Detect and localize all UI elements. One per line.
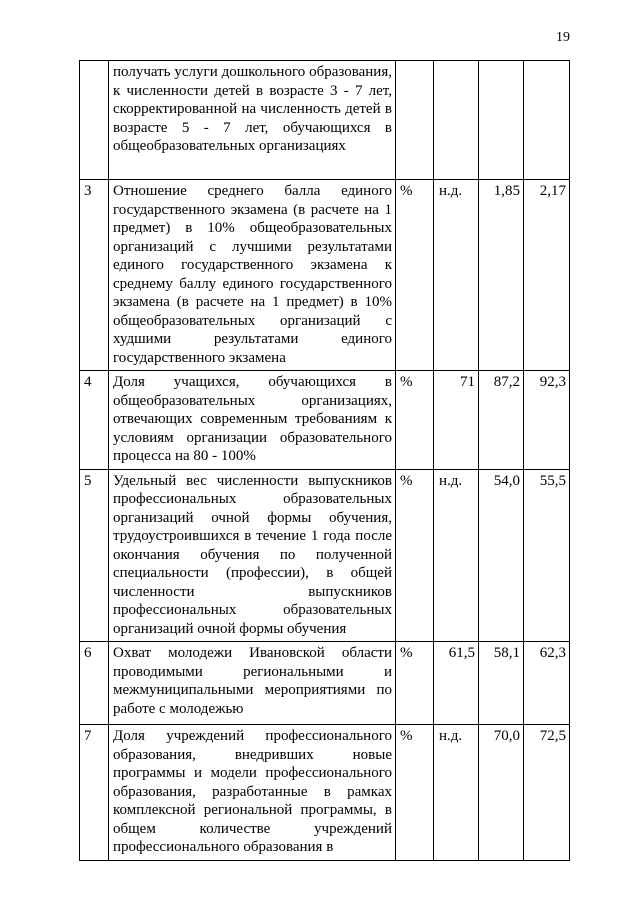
indicator-name-cell: Доля учащихся, обучающихся в общеобразовательных организациях, отвечающих современным требованиям к условиям организации образовательного процесса на 80 - 100% bbox=[109, 371, 396, 470]
value-cell-3: 72,5 bbox=[524, 725, 570, 861]
value-cell-2: 87,2 bbox=[479, 371, 524, 470]
value-cell-2: 1,85 bbox=[479, 180, 524, 371]
unit-cell: % bbox=[396, 725, 434, 861]
value-cell-2: 70,0 bbox=[479, 725, 524, 861]
indicator-name-cell: Доля учреждений профессионального образования, внедривших новые программы и модели профессионального образования, разработанные в рамках комплексной региональной программы, в общем количестве учреждений профессионального образования в bbox=[109, 725, 396, 861]
table-row bbox=[80, 642, 570, 725]
row-number-cell bbox=[80, 61, 109, 180]
row-number-cell: 7 bbox=[80, 725, 109, 861]
table-row bbox=[80, 469, 570, 642]
row-number-cell: 3 bbox=[80, 180, 109, 371]
value-cell-1: н.д. bbox=[434, 725, 479, 861]
value-cell-1: 71 bbox=[434, 371, 479, 470]
table-row bbox=[80, 725, 570, 861]
unit-cell: % bbox=[396, 180, 434, 371]
unit-cell: % bbox=[396, 371, 434, 470]
row-number-cell: 5 bbox=[80, 469, 109, 642]
value-cell-1: н.д. bbox=[434, 180, 479, 371]
indicators-table bbox=[79, 60, 570, 861]
value-cell-3 bbox=[524, 61, 570, 180]
row-number-cell: 6 bbox=[80, 642, 109, 725]
value-cell-3: 92,3 bbox=[524, 371, 570, 470]
unit-cell: % bbox=[396, 469, 434, 642]
unit-cell: % bbox=[396, 642, 434, 725]
indicator-name-cell: Удельный вес численности выпускников профессиональных образовательных организаций очной формы обучения, трудоустроившихся в течение 1 года после окончания обучения по полученной специальности (профессии), в общей численности выпускников профессиональных образовательных организаций очной формы обучения bbox=[109, 469, 396, 642]
indicator-name-cell: Отношение среднего балла единого государственного экзамена (в расчете на 1 предмет) в 10% общеобразовательных организаций с лучшими результатами единого государственного экзамена к среднему баллу единого государственного экзамена (в расчете на 1 предмет) в 10% общеобразовательных организаций с худшими результатами единого государственного экзамена bbox=[109, 180, 396, 371]
value-cell-3: 62,3 bbox=[524, 642, 570, 725]
value-cell-3: 2,17 bbox=[524, 180, 570, 371]
table-row bbox=[80, 61, 570, 180]
value-cell-2 bbox=[479, 61, 524, 180]
page-number: 19 bbox=[556, 30, 570, 45]
indicator-name-cell: Охват молодежи Ивановской области проводимыми региональными и межмуниципальными мероприятиями по работе с молодежью bbox=[109, 642, 396, 725]
value-cell-2: 54,0 bbox=[479, 469, 524, 642]
value-cell-2: 58,1 bbox=[479, 642, 524, 725]
table-row bbox=[80, 180, 570, 371]
unit-cell bbox=[396, 61, 434, 180]
value-cell-1: н.д. bbox=[434, 469, 479, 642]
row-number-cell: 4 bbox=[80, 371, 109, 470]
table-row bbox=[80, 371, 570, 470]
value-cell-1 bbox=[434, 61, 479, 180]
value-cell-1: 61,5 bbox=[434, 642, 479, 725]
indicator-name-cell: получать услуги дошкольного образования, к численности детей в возрасте 3 - 7 лет, скорректированной на численность детей в возрасте 5 - 7 лет, обучающихся в общеобразовательных организациях bbox=[109, 61, 396, 180]
value-cell-3: 55,5 bbox=[524, 469, 570, 642]
